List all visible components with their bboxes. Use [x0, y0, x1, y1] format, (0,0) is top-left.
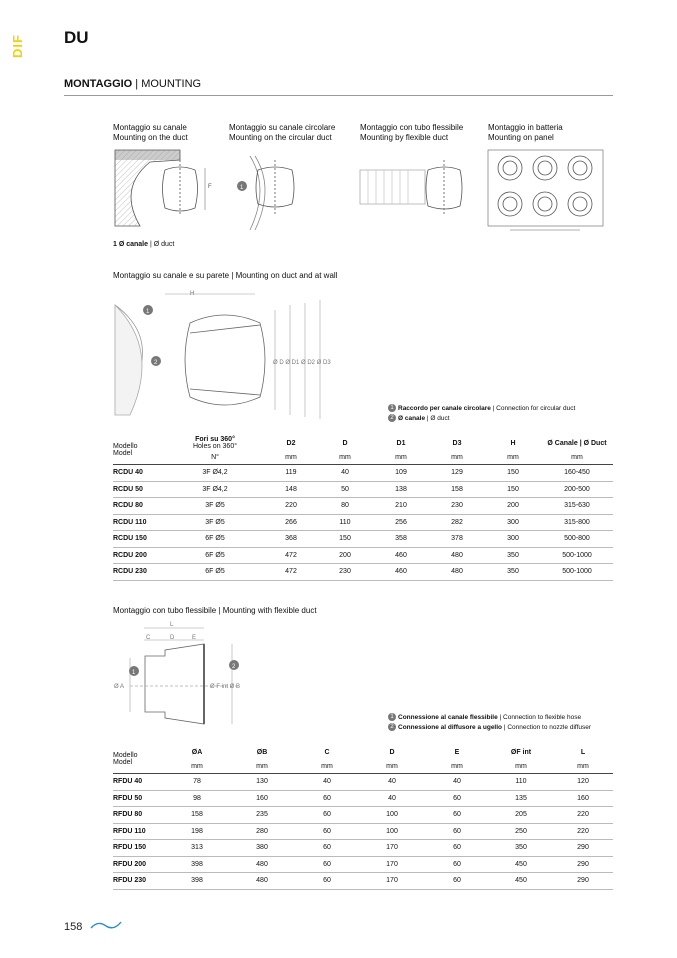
value-cell: 3F Ø5 — [165, 514, 265, 531]
table-row — [113, 774, 613, 791]
value-cell: 315-800 — [541, 514, 613, 531]
value-cell: 313 — [165, 840, 229, 857]
table-row — [113, 807, 613, 824]
value-cell: 200-500 — [541, 481, 613, 498]
rfdu-table — [113, 745, 613, 890]
model-cell: RFDU 230 — [113, 873, 165, 890]
duct-wall-drawing — [110, 285, 350, 420]
legend-canale-rest: | Ø duct — [149, 241, 175, 248]
value-cell: 40 — [317, 465, 373, 482]
unit-cell: mm — [359, 759, 425, 774]
value-cell: 500-1000 — [541, 547, 613, 564]
legend-canale — [113, 240, 174, 250]
unit-cell: mm — [165, 759, 229, 774]
value-cell: 40 — [295, 774, 359, 791]
svg-text:2: 2 — [232, 664, 236, 670]
model-header-en: Model — [113, 450, 165, 465]
legend-rest: | Connection to flexible hose — [499, 714, 582, 721]
section-title — [64, 78, 201, 90]
value-cell: 315-630 — [541, 498, 613, 515]
dim-a-label: Ø A — [114, 684, 125, 690]
section-title-rest: | MOUNTING — [135, 78, 202, 90]
value-cell: 150 — [485, 481, 541, 498]
value-cell: 250 — [489, 823, 553, 840]
svg-text:1: 1 — [132, 670, 136, 676]
mount-option-panel — [488, 123, 563, 143]
value-cell: 129 — [429, 465, 485, 482]
value-cell: 78 — [165, 774, 229, 791]
table-row — [113, 531, 613, 548]
svg-text:1: 1 — [240, 185, 244, 191]
value-cell: 50 — [317, 481, 373, 498]
legend-number: 1 — [388, 404, 396, 412]
mount-option-it: Montaggio su canale — [113, 123, 187, 132]
table-row — [113, 823, 613, 840]
legend-canale-bold: 1 Ø canale — [113, 241, 149, 248]
value-cell: 235 — [229, 807, 295, 824]
section-divider — [64, 95, 613, 96]
value-cell: 109 — [373, 465, 429, 482]
value-cell: 60 — [295, 823, 359, 840]
column-header: ØB — [256, 748, 268, 756]
value-cell: 60 — [295, 873, 359, 890]
unit-cell: N° — [165, 450, 265, 465]
value-cell: 350 — [489, 840, 553, 857]
legend-bold: Connessione al canale flessibile — [398, 714, 498, 721]
value-cell: 160 — [553, 790, 613, 807]
value-cell: 358 — [373, 531, 429, 548]
legend-item — [388, 713, 591, 723]
unit-cell: mm — [265, 450, 317, 465]
table-row — [113, 514, 613, 531]
fori-header: Fori su 360° — [195, 436, 235, 443]
drawing-duct — [115, 150, 212, 226]
model-cell: RFDU 80 — [113, 807, 165, 824]
value-cell: 378 — [429, 531, 485, 548]
legend-item — [388, 414, 575, 424]
mount-option-flexible — [360, 123, 463, 143]
flex-duct-title-en: | Mounting with flexible duct — [218, 606, 317, 615]
value-cell: 450 — [489, 873, 553, 890]
duct-wall-legend — [388, 404, 575, 424]
mount-option-en: Mounting on the circular duct — [229, 133, 332, 142]
model-cell: RCDU 230 — [113, 564, 165, 581]
legend-item — [388, 404, 575, 414]
unit-cell: mm — [429, 450, 485, 465]
model-cell: RCDU 80 — [113, 498, 165, 515]
value-cell: 158 — [165, 807, 229, 824]
model-cell: RFDU 40 — [113, 774, 165, 791]
column-header: C — [324, 748, 330, 756]
value-cell: 472 — [265, 564, 317, 581]
value-cell: 500-1000 — [541, 564, 613, 581]
value-cell: 119 — [265, 465, 317, 482]
value-cell: 40 — [359, 790, 425, 807]
value-cell: 368 — [265, 531, 317, 548]
column-header: ØA — [191, 748, 203, 756]
unit-cell: mm — [373, 450, 429, 465]
value-cell: 138 — [373, 481, 429, 498]
column-header: Ø Canale | Ø Duct — [547, 439, 607, 447]
value-cell: 80 — [317, 498, 373, 515]
column-header: D3 — [452, 439, 462, 447]
value-cell: 300 — [485, 531, 541, 548]
wave-logo-icon — [90, 918, 122, 932]
value-cell: 198 — [165, 823, 229, 840]
unit-cell: mm — [489, 759, 553, 774]
value-cell: 398 — [165, 873, 229, 890]
value-cell: 398 — [165, 856, 229, 873]
value-cell: 350 — [485, 564, 541, 581]
value-cell: 220 — [553, 807, 613, 824]
model-cell: RCDU 110 — [113, 514, 165, 531]
value-cell: 60 — [295, 790, 359, 807]
model-header: Modello — [113, 752, 138, 759]
value-cell: 6F Ø5 — [165, 564, 265, 581]
value-cell: 350 — [485, 547, 541, 564]
value-cell: 60 — [295, 807, 359, 824]
value-cell: 6F Ø5 — [165, 531, 265, 548]
dim-d-label: D — [170, 635, 175, 641]
value-cell: 60 — [425, 873, 489, 890]
table-row — [113, 564, 613, 581]
table-units-row — [113, 450, 613, 465]
column-header: L — [580, 748, 586, 756]
dim-d-labels: Ø D Ø D1 Ø D2 Ø D3 — [273, 360, 331, 366]
model-cell: RFDU 110 — [113, 823, 165, 840]
model-header-en: Model — [113, 759, 165, 774]
table-row — [113, 481, 613, 498]
rcdu-table — [113, 436, 613, 581]
unit-cell: mm — [553, 759, 613, 774]
value-cell: 130 — [229, 774, 295, 791]
value-cell: 480 — [229, 873, 295, 890]
model-cell: RFDU 150 — [113, 840, 165, 857]
value-cell: 40 — [425, 774, 489, 791]
value-cell: 120 — [553, 774, 613, 791]
value-cell: 60 — [295, 840, 359, 857]
dim-h-label: H — [190, 291, 195, 297]
value-cell: 110 — [317, 514, 373, 531]
model-cell: RCDU 150 — [113, 531, 165, 548]
section-title-bold: MONTAGGIO — [64, 78, 133, 90]
value-cell: 170 — [359, 873, 425, 890]
value-cell: 230 — [429, 498, 485, 515]
model-cell: RFDU 200 — [113, 856, 165, 873]
value-cell: 148 — [265, 481, 317, 498]
value-cell: 266 — [265, 514, 317, 531]
rcdu-table-body — [113, 465, 613, 581]
table-header-row — [113, 745, 613, 759]
drawing-flexible-duct — [360, 160, 462, 214]
column-header: D2 — [286, 439, 296, 447]
mounting-drawings — [110, 148, 610, 238]
value-cell: 98 — [165, 790, 229, 807]
page-number: 158 — [64, 921, 83, 933]
legend-rest: | Connection for circular duct — [492, 405, 576, 412]
column-header: D — [342, 439, 348, 447]
value-cell: 460 — [373, 547, 429, 564]
model-header: Modello — [113, 443, 138, 450]
value-cell: 205 — [489, 807, 553, 824]
side-tab: DIF — [10, 34, 25, 58]
rfdu-table-body — [113, 774, 613, 890]
column-header: E — [454, 748, 460, 756]
value-cell: 200 — [485, 498, 541, 515]
column-header — [165, 436, 265, 450]
mount-option-it: Montaggio con tubo flessibile — [360, 123, 464, 132]
value-cell: 256 — [373, 514, 429, 531]
dim-l-label: L — [170, 622, 174, 628]
mount-option-circular — [229, 123, 335, 143]
model-cell: RCDU 200 — [113, 547, 165, 564]
legend-bold: Connessione al diffusore a ugello — [398, 724, 503, 731]
model-cell: RCDU 40 — [113, 465, 165, 482]
legend-number: 2 — [388, 723, 396, 731]
unit-cell: mm — [425, 759, 489, 774]
value-cell: 158 — [429, 481, 485, 498]
table-units-row — [113, 759, 613, 774]
value-cell: 500-800 — [541, 531, 613, 548]
mount-option-en: Mounting on the duct — [113, 133, 188, 142]
table-row — [113, 840, 613, 857]
mount-option-it: Montaggio su canale circolare — [229, 123, 336, 132]
value-cell: 380 — [229, 840, 295, 857]
value-cell: 3F Ø4,2 — [165, 481, 265, 498]
table-row — [113, 547, 613, 564]
mount-option-en: Mounting on panel — [488, 133, 554, 142]
value-cell: 3F Ø4,2 — [165, 465, 265, 482]
value-cell: 300 — [485, 514, 541, 531]
mount-option-duct — [113, 123, 188, 143]
model-cell: RFDU 50 — [113, 790, 165, 807]
drawing-panel — [488, 150, 603, 230]
duct-wall-title — [113, 271, 337, 280]
value-cell: 170 — [359, 856, 425, 873]
value-cell: 290 — [553, 856, 613, 873]
value-cell: 60 — [425, 790, 489, 807]
page-title: DU — [64, 28, 89, 47]
value-cell: 472 — [265, 547, 317, 564]
value-cell: 210 — [373, 498, 429, 515]
value-cell: 60 — [425, 840, 489, 857]
value-cell: 480 — [429, 564, 485, 581]
value-cell: 220 — [265, 498, 317, 515]
value-cell: 40 — [359, 774, 425, 791]
dim-e-label: E — [192, 635, 197, 641]
mount-option-it: Montaggio in batteria — [488, 123, 563, 132]
table-row — [113, 790, 613, 807]
value-cell: 60 — [295, 856, 359, 873]
dim-c-label: C — [146, 635, 151, 641]
model-cell: RCDU 50 — [113, 481, 165, 498]
unit-cell: mm — [541, 450, 613, 465]
value-cell: 3F Ø5 — [165, 498, 265, 515]
value-cell: 460 — [373, 564, 429, 581]
legend-rest: | Ø duct — [426, 415, 450, 422]
value-cell: 170 — [359, 840, 425, 857]
value-cell: 290 — [553, 873, 613, 890]
drawing-circular-duct — [237, 156, 294, 230]
dim-f-label: F — [208, 184, 212, 190]
legend-bold: Raccordo per canale circolare — [398, 405, 491, 412]
duct-wall-title-it: Montaggio su canale e su parete — [113, 271, 230, 280]
value-cell: 160 — [229, 790, 295, 807]
value-cell: 6F Ø5 — [165, 547, 265, 564]
value-cell: 290 — [553, 840, 613, 857]
table-header-row — [113, 436, 613, 450]
fori-header-en: Holes on 360° — [192, 443, 238, 450]
legend-bold: Ø canale — [398, 415, 426, 422]
value-cell: 110 — [489, 774, 553, 791]
column-header: D — [389, 748, 395, 756]
value-cell: 450 — [489, 856, 553, 873]
legend-number: 1 — [388, 713, 396, 721]
value-cell: 480 — [229, 856, 295, 873]
value-cell: 135 — [489, 790, 553, 807]
unit-cell: mm — [229, 759, 295, 774]
value-cell: 282 — [429, 514, 485, 531]
value-cell: 100 — [359, 823, 425, 840]
svg-text:2: 2 — [154, 360, 158, 366]
dim-fb-label: Ø F int Ø B — [210, 684, 241, 690]
column-header: ØF int — [510, 748, 532, 756]
table-row — [113, 873, 613, 890]
value-cell: 480 — [429, 547, 485, 564]
flex-duct-title-it: Montaggio con tubo flessibile — [113, 606, 217, 615]
flex-duct-drawing — [110, 618, 270, 728]
column-header: H — [510, 439, 516, 447]
value-cell: 100 — [359, 807, 425, 824]
table-row — [113, 856, 613, 873]
legend-number: 2 — [388, 414, 396, 422]
column-header: D1 — [396, 439, 406, 447]
value-cell: 60 — [425, 823, 489, 840]
value-cell: 280 — [229, 823, 295, 840]
table-row — [113, 498, 613, 515]
value-cell: 60 — [425, 856, 489, 873]
value-cell: 150 — [317, 531, 373, 548]
value-cell: 230 — [317, 564, 373, 581]
value-cell: 220 — [553, 823, 613, 840]
value-cell: 160-450 — [541, 465, 613, 482]
value-cell: 200 — [317, 547, 373, 564]
flex-duct-title — [113, 606, 317, 615]
table-row — [113, 465, 613, 482]
duct-wall-title-en: | Mounting on duct and at wall — [231, 271, 338, 280]
unit-cell: mm — [485, 450, 541, 465]
unit-cell: mm — [295, 759, 359, 774]
svg-text:1: 1 — [146, 309, 150, 315]
flex-duct-legend — [388, 713, 591, 733]
value-cell: 60 — [425, 807, 489, 824]
mount-option-en: Mounting by flexible duct — [360, 133, 449, 142]
legend-rest: | Connection to nozzle diffuser — [503, 724, 592, 731]
unit-cell: mm — [317, 450, 373, 465]
legend-item — [388, 723, 591, 733]
value-cell: 150 — [485, 465, 541, 482]
